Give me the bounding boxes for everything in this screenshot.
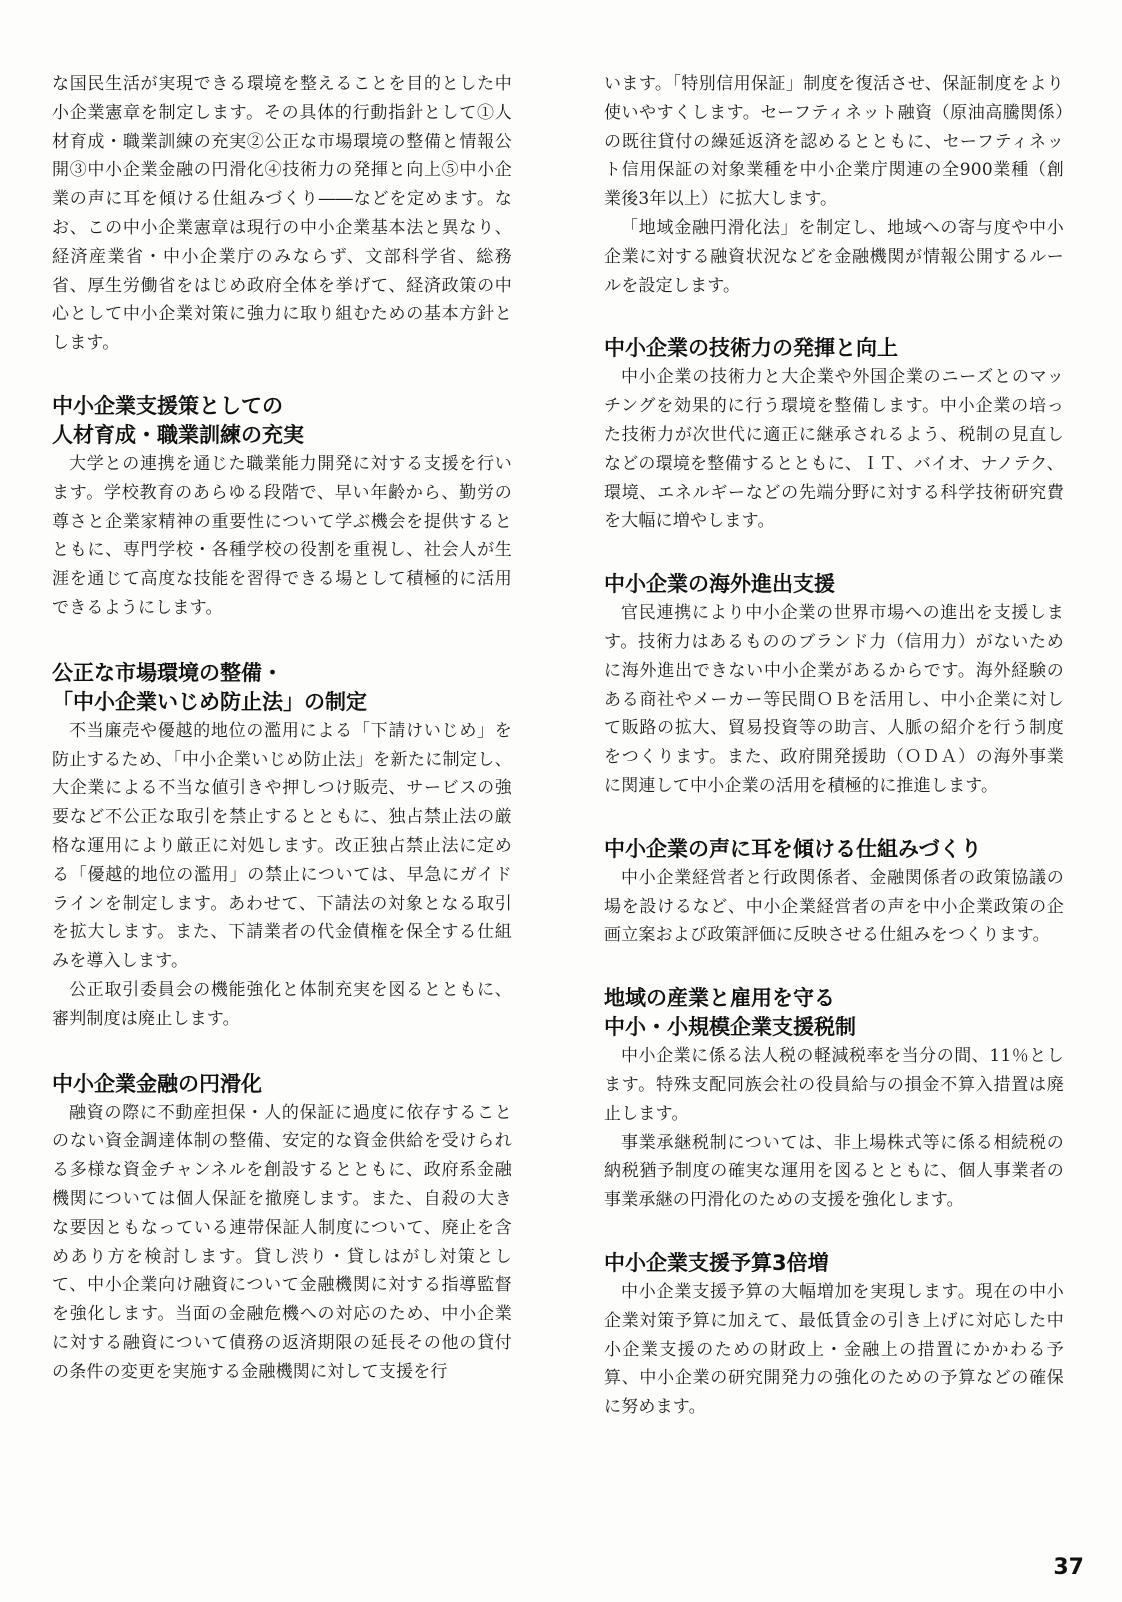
heading-technology: 中小企業の技術力の発揮と向上 xyxy=(604,336,898,361)
heading-fair-market-line1: 公正な市場環境の整備・ xyxy=(52,660,283,685)
heading-fair-market xyxy=(52,659,512,717)
fair-market-body-1: 不当廉売や優越的地位の濫用による「下請けいじめ」を防止するため、「中小企業いじめ防止法」を新たに制定し、大企業による不当な値引きや押しつけ販売、サービスの強要など不公正な取引を禁止するとともに、独占禁止法の厳格な運用により厳正に対処します。改正独占禁止法に定める「優越的地位の濫用」の禁止については、早急にガイドラインを制定します。あわせて、下請法の対象となる取引を拡大します。また、下請業者の代金債権を保全する仕組みを導入します。 xyxy=(52,720,512,972)
budget-body: 中小企業支援予算の大幅増加を実現します。現在の中小企業対策予算に加えて、最低賃金の引き上げに対応した中小企業支援のための財政上・金融上の措置にかかわる予算、中小企業の研究開発力の強化のための予算などの確保に努めます。 xyxy=(604,1281,1064,1418)
page-number: 37 xyxy=(1053,1555,1084,1580)
fair-market-body-2: 公正取引委員会の機能強化と体制充実を図るとともに、審判制度は廃止します。 xyxy=(52,979,512,1029)
heading-human-resources-line2: 人材育成・職業訓練の充実 xyxy=(52,422,304,447)
heading-tax xyxy=(604,984,1064,1042)
tax-body-1: 中小企業に係る法人税の軽減税率を当分の間、11％とします。特殊支配同族会社の役員給与の損金不算入措置は廃止します。 xyxy=(604,1046,1064,1124)
technology-body: 中小企業の技術力と大企業や外国企業のニーズとのマッチングを効果的に行う環境を整備します。中小企業の培った技術力が次世代に適正に継承されるよう、税制の見直しなどの環境を整備するとともに、ＩＴ、バイオ、ナノテク、環境、エネルギーなどの先端分野に対する科学技術研究費を大幅に増やします。 xyxy=(604,367,1064,532)
finance-continuation-2: 「地域金融円滑化法」を制定し、地域への寄与度や中小企業に対する融資状況などを金融機関が情報公開するルールを設定します。 xyxy=(604,217,1064,296)
human-resources-body: 大学との連携を通じた職業能力開発に対する支援を行います。学校教育のあらゆる段階で、早い年齢から、勤労の尊さと企業家精神の重要性について学ぶ機会を提供するとともに、専門学校・各種学校の役割を重視し、社会人が生涯を通じて高度な技能を習得できる場として積極的に活用できるようにします。 xyxy=(52,453,512,618)
heading-fair-market-line2: 「中小企業いじめ防止法」の制定 xyxy=(52,689,367,714)
overseas-body: 官民連携により中小企業の世界市場への進出を支援します。技術力はあるもののブランド力（信用力）がないために海外進出できない中小企業があるからです。海外経験のある商社やメーカー等民間ＯＢを活用し、中小企業に対して販路の拡大、貿易投資等の助言、人脈の紹介を行う制度をつくります。また、政府開発援助（ＯＤＡ）の海外事業に関連して中小企業の活用を積極的に推進します。 xyxy=(604,603,1064,796)
tax-body-2: 事業承継税制については、非上場株式等に係る相続税の納税猶予制度の確実な運用を図るとともに、個人事業者の事業承継の円滑化のための支援を強化します。 xyxy=(604,1132,1064,1211)
heading-budget: 中小企業支援予算3倍増 xyxy=(604,1250,829,1275)
heading-finance: 中小企業金融の円滑化 xyxy=(52,1071,262,1096)
heading-human-resources-line1: 中小企業支援策としての xyxy=(52,393,283,418)
heading-voice: 中小企業の声に耳を傾ける仕組みづくり xyxy=(604,836,982,861)
heading-tax-line2: 中小・小規模企業支援税制 xyxy=(604,1015,856,1040)
intro-paragraph: な国民生活が実現できる環境を整えることを目的とした中小企業憲章を制定します。その具体的行動指針として①人材育成・職業訓練の充実②公正な市場環境の整備と情報公開③中小企業金融の円滑化④技術力の発揮と向上⑤中小企業の声に耳を傾ける仕組みづくり――などを定めます。なお、この中小企業憲章は現行の中小企業基本法と異なり、経済産業省・中小企業庁のみならず、文部科学省、総務省、厚生労働省をはじめ政府全体を挙げて、経済政策の中心として中小企業対策に強力に取り組むための基本方針とします。 xyxy=(52,74,512,354)
finance-continuation-1: います。「特別信用保証」制度を復活させ、保証制度をより使いやすくします。セーフティネット融資（原油高騰関係）の既往貸付の繰延返済を認めるとともに、セーフティネット信用保証の対象業種を中小企業庁関連の全900業種（創業後3年以上）に拡大します。 xyxy=(604,74,1064,210)
voice-body: 中小企業経営者と行政関係者、金融関係者の政策協議の場を設けるなど、中小企業経営者の声を中小企業政策の企画立案および政策評価に反映させる仕組みをつくります。 xyxy=(604,867,1064,946)
left-column xyxy=(52,70,512,1386)
heading-human-resources xyxy=(52,392,512,450)
heading-overseas: 中小企業の海外進出支援 xyxy=(604,572,835,597)
finance-body: 融資の際に不動産担保・人的保証に過度に依存することのない資金調達体制の整備、安定的な資金供給を受けられる多様な資金チャンネルを創設するとともに、政府系金融機関については個人保証を撤廃します。また、自殺の大きな要因ともなっている連帯保証人制度について、廃止を含めあり方を検討します。貸し渋り・貸しはがし対策として、中小企業向け融資について金融機関に対する指導監督を強化します。当面の金融危機への対応のため、中小企業に対する融資について債務の返済期限の延長その他の貸付の条件の変更を実施する金融機関に対して支援を行 xyxy=(52,1102,512,1382)
right-column xyxy=(604,70,1064,1422)
heading-tax-line1: 地域の産業と雇用を守る xyxy=(604,986,835,1011)
